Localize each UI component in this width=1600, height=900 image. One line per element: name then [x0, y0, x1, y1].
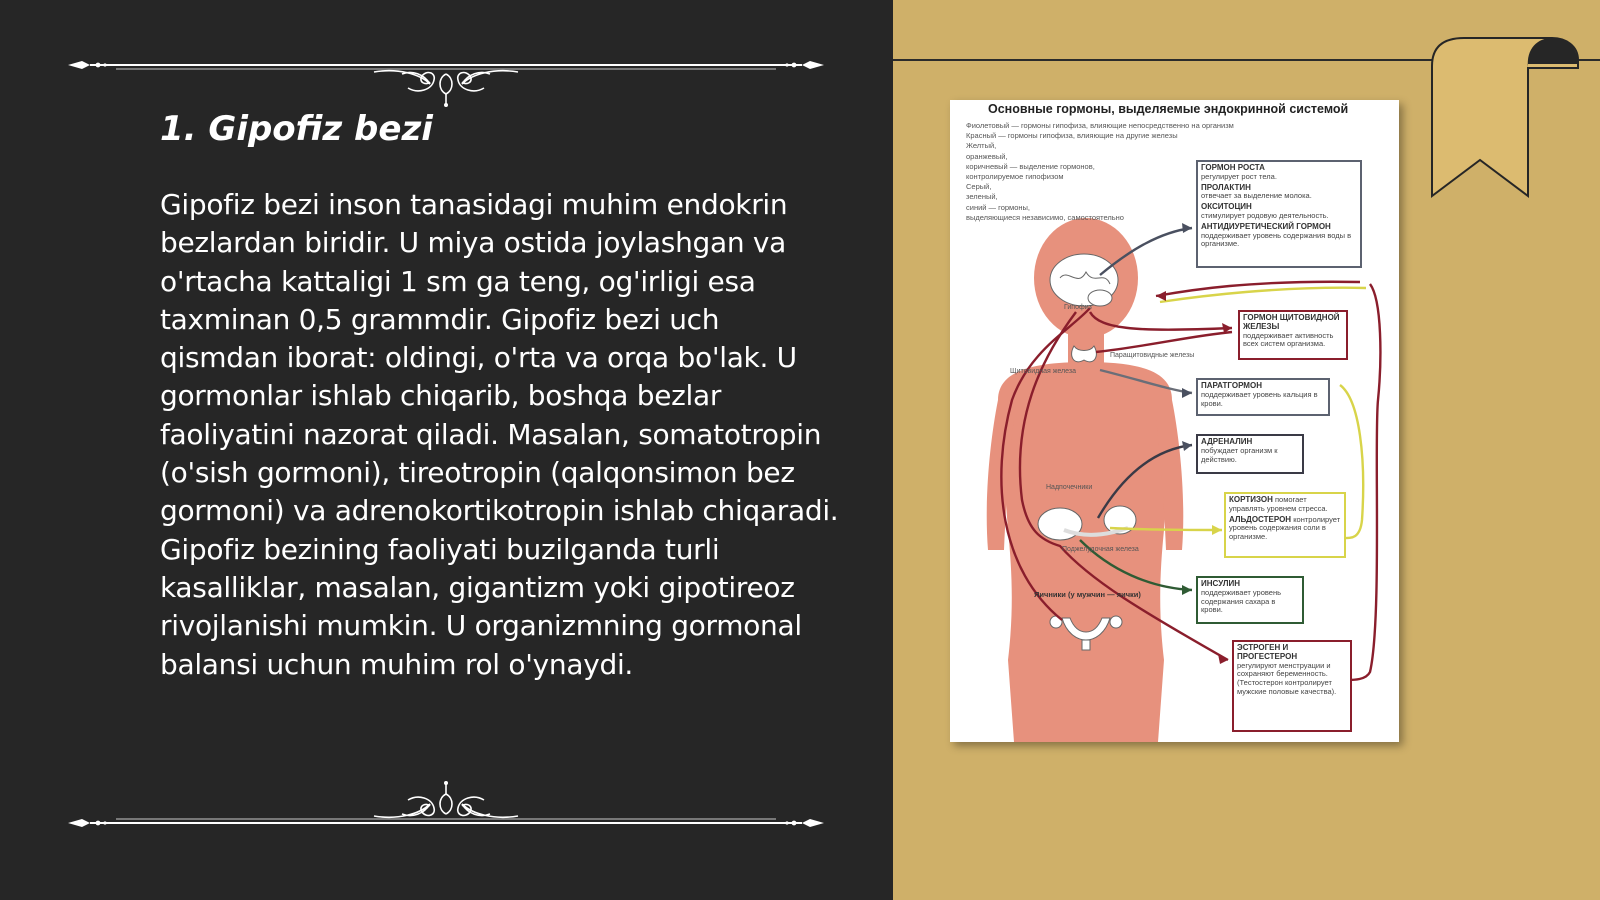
hormone-desc: поддерживает уровень кальция в крови.: [1201, 389, 1318, 408]
legend-line: оранжевый,: [966, 151, 1008, 161]
hormone-box-thyroid: [1238, 310, 1348, 360]
legend-line: выделяющиеся независимо, самостоятельно: [966, 212, 1124, 222]
hormone-name: АДРЕНАЛИН: [1201, 437, 1253, 446]
legend-line: Серый,: [966, 182, 992, 192]
hormone-desc: поддерживает уровень содержания сахара в крови.: [1201, 587, 1282, 615]
hormone-desc: побуждает организм к действию.: [1201, 445, 1278, 464]
hormone-desc: поддерживает уровень содержания воды в организме.: [1201, 230, 1352, 249]
hormone-desc: стимулирует родовую деятельность.: [1201, 210, 1329, 220]
hormone-box-sex-hormones: [1232, 640, 1352, 732]
hormone-box-adrenaline: [1196, 434, 1304, 474]
hormone-desc: помогает управлять уровнем стресса.: [1229, 495, 1328, 513]
legend-line: зеленый,: [966, 192, 998, 202]
organ-label-parathyroid: Паращитовидные железы: [1110, 352, 1195, 359]
slide-body-text: Gipofiz bezi inson tanasidagi muhim endokrin bezlardan biridir. U miya ostida joylashgan va o'rtacha kattaligi 1 sm ga teng, og'irligi esa taxminan 0,5 grammdir. Gipofiz bezi uch qismdan iborat: oldingi, o'rta va orqa bo'lak. U gormonlar ishlab chiqarib, boshqa bezlar faoliyatini nazorat qiladi. Masalan, somatotropin (o'sish gormoni), tireotropin (qalqonsimon bez gormoni) va adrenokortikotropin ishlab chiqaradi. Gipofiz bezining faoliyati buzilganda turli kasalliklar, masalan, gigantizm yoki gipotireoz rivojlanishi mumkin. U organizmning gormonal balansi uchun muhim rol o'ynaydi.: [160, 188, 839, 681]
hormone-name: ГОРМОН РОСТА: [1201, 163, 1265, 172]
legend-line: синий — гормоны,: [966, 202, 1030, 212]
hormone-name: ЭСТРОГЕН И ПРОГЕСТЕРОН: [1237, 643, 1298, 661]
hormone-desc: регулируют менструации и сохраняют беременность. (Тестостерон контролирует мужские половые качества).: [1237, 660, 1337, 696]
bookmark-icon: [1430, 36, 1580, 200]
legend-line: Красный — гормоны гипофиза, влияющие на другие железы: [966, 131, 1178, 141]
hormone-desc: поддерживает активность всех систем организма.: [1243, 330, 1334, 349]
hormone-desc: регулирует рост тела.: [1201, 171, 1277, 181]
hormone-name: ПАРАТГОРМОН: [1201, 381, 1262, 390]
hormone-desc: контролирует уровень содержания соли в организме.: [1229, 514, 1341, 542]
organ-label-pancreas: Поджелудочная железа: [1062, 546, 1139, 553]
hormone-name: ПРОЛАКТИН: [1201, 182, 1251, 192]
organ-label-gonads: Яичники (у мужчин — яички): [1034, 590, 1141, 599]
hormone-box-adrenal-cortex: [1224, 492, 1346, 558]
hormone-desc: отвечает за выделение молока.: [1201, 191, 1312, 201]
legend-line: коричневый — выделение гормонов,: [966, 161, 1095, 171]
legend-line: Желтый,: [966, 141, 997, 151]
hormone-box-parathyroid: [1196, 378, 1330, 416]
organ-label-thyroid: Щитовидная железа: [1010, 368, 1076, 375]
hormone-name: ГОРМОН ЩИТОВИДНОЙ ЖЕЛЕЗЫ: [1243, 313, 1340, 331]
legend-line: контролируемое гипофизом: [966, 172, 1064, 182]
bottom-ornament-divider: [68, 768, 824, 828]
slide-title: 1. Gipofiz bezi: [160, 109, 433, 149]
endocrine-diagram: [950, 100, 1399, 742]
top-ornament-divider: [68, 48, 824, 108]
hormone-name: ОКСИТОЦИН: [1201, 202, 1252, 212]
hormone-box-pituitary: [1196, 160, 1362, 268]
hormone-name: КОРТИЗОН: [1229, 495, 1273, 504]
organ-label-adrenal: Надпочечники: [1046, 484, 1093, 491]
hormone-name: АНТИДИУРЕТИЧЕСКИЙ ГОРМОН: [1201, 221, 1331, 231]
diagram-title: Основные гормоны, выделяемые эндокринной системой: [988, 102, 1349, 116]
hormone-box-insulin: [1196, 576, 1304, 624]
hormone-name: АЛЬДОСТЕРОН: [1229, 514, 1292, 524]
legend-line: Фиолетовый — гормоны гипофиза, влияющие непосредственно на организм: [966, 121, 1234, 130]
organ-label-pituitary: Гипофиз: [1064, 304, 1092, 311]
hormone-name: ИНСУЛИН: [1201, 579, 1241, 588]
